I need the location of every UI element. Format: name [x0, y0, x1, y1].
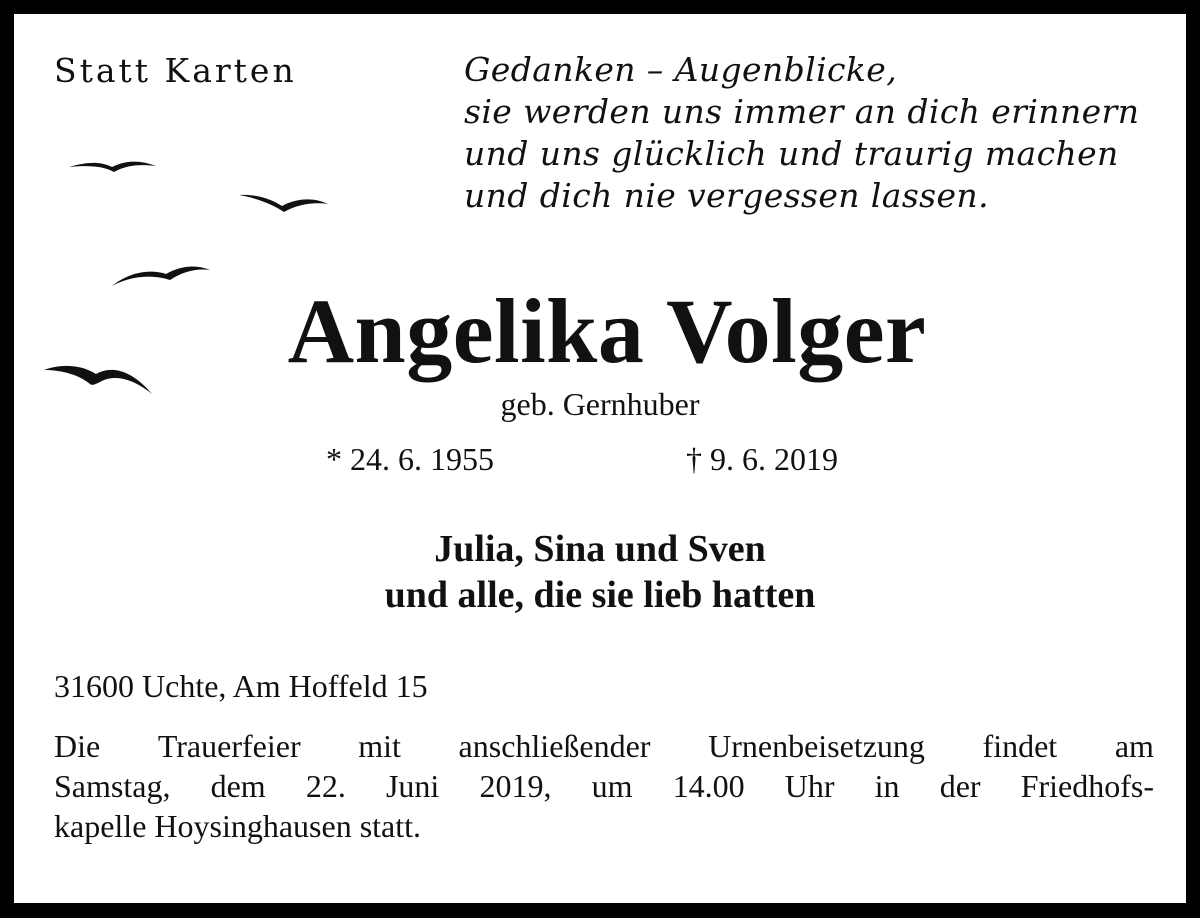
maiden-name: geb. Gernhuber	[500, 386, 700, 422]
notice-word: dem	[210, 768, 266, 804]
header-label: Statt Karten	[54, 51, 297, 90]
notice-word: 14.00	[672, 768, 745, 804]
notice-line-2	[54, 766, 1154, 806]
obituary-card	[14, 14, 1186, 903]
notice-word: Die	[54, 728, 101, 764]
notice-line-1	[54, 726, 1154, 766]
poem	[464, 49, 1174, 217]
notice-word: Samstag,	[54, 768, 171, 804]
poem-line: und dich nie vergessen lassen.	[464, 176, 989, 215]
mourners-line: und alle, die sie lieb hatten	[384, 574, 816, 616]
poem-line: und uns glücklich und traurig machen	[464, 134, 1119, 173]
bird-icon	[69, 162, 156, 172]
notice-word: findet	[982, 728, 1058, 764]
notice-word: Urnenbeisetzung	[708, 728, 925, 764]
poem-line: Gedanken – Augenblicke,	[464, 50, 898, 89]
notice-word: Friedhofs-	[1020, 768, 1154, 804]
notice-word: in	[874, 768, 900, 804]
notice-word: anschließender	[458, 728, 651, 764]
notice-word: 2019,	[479, 768, 552, 804]
notice-line-3: kapelle Hoysinghausen statt.	[54, 808, 422, 844]
birth-date: * 24. 6. 1955	[326, 441, 494, 477]
address: 31600 Uchte, Am Hoffeld 15	[54, 668, 428, 704]
mourners	[14, 526, 1186, 618]
notice-word: um	[591, 768, 633, 804]
mourners-line: Julia, Sina und Sven	[434, 528, 766, 570]
notice-word: der	[939, 768, 981, 804]
notice-word: mit	[358, 728, 401, 764]
death-date: † 9. 6. 2019	[686, 441, 838, 477]
notice-word: Juni	[385, 768, 440, 804]
notice-word: 22.	[305, 768, 346, 804]
notice-word: Uhr	[784, 768, 835, 804]
notice-word: Trauerfeier	[157, 728, 301, 764]
poem-line: sie werden uns immer an dich erinnern	[464, 92, 1140, 131]
bird-icon	[239, 195, 328, 212]
deceased-name: Angelika Volger	[287, 280, 927, 382]
notice-word: am	[1114, 728, 1154, 764]
funeral-notice	[54, 726, 1154, 846]
